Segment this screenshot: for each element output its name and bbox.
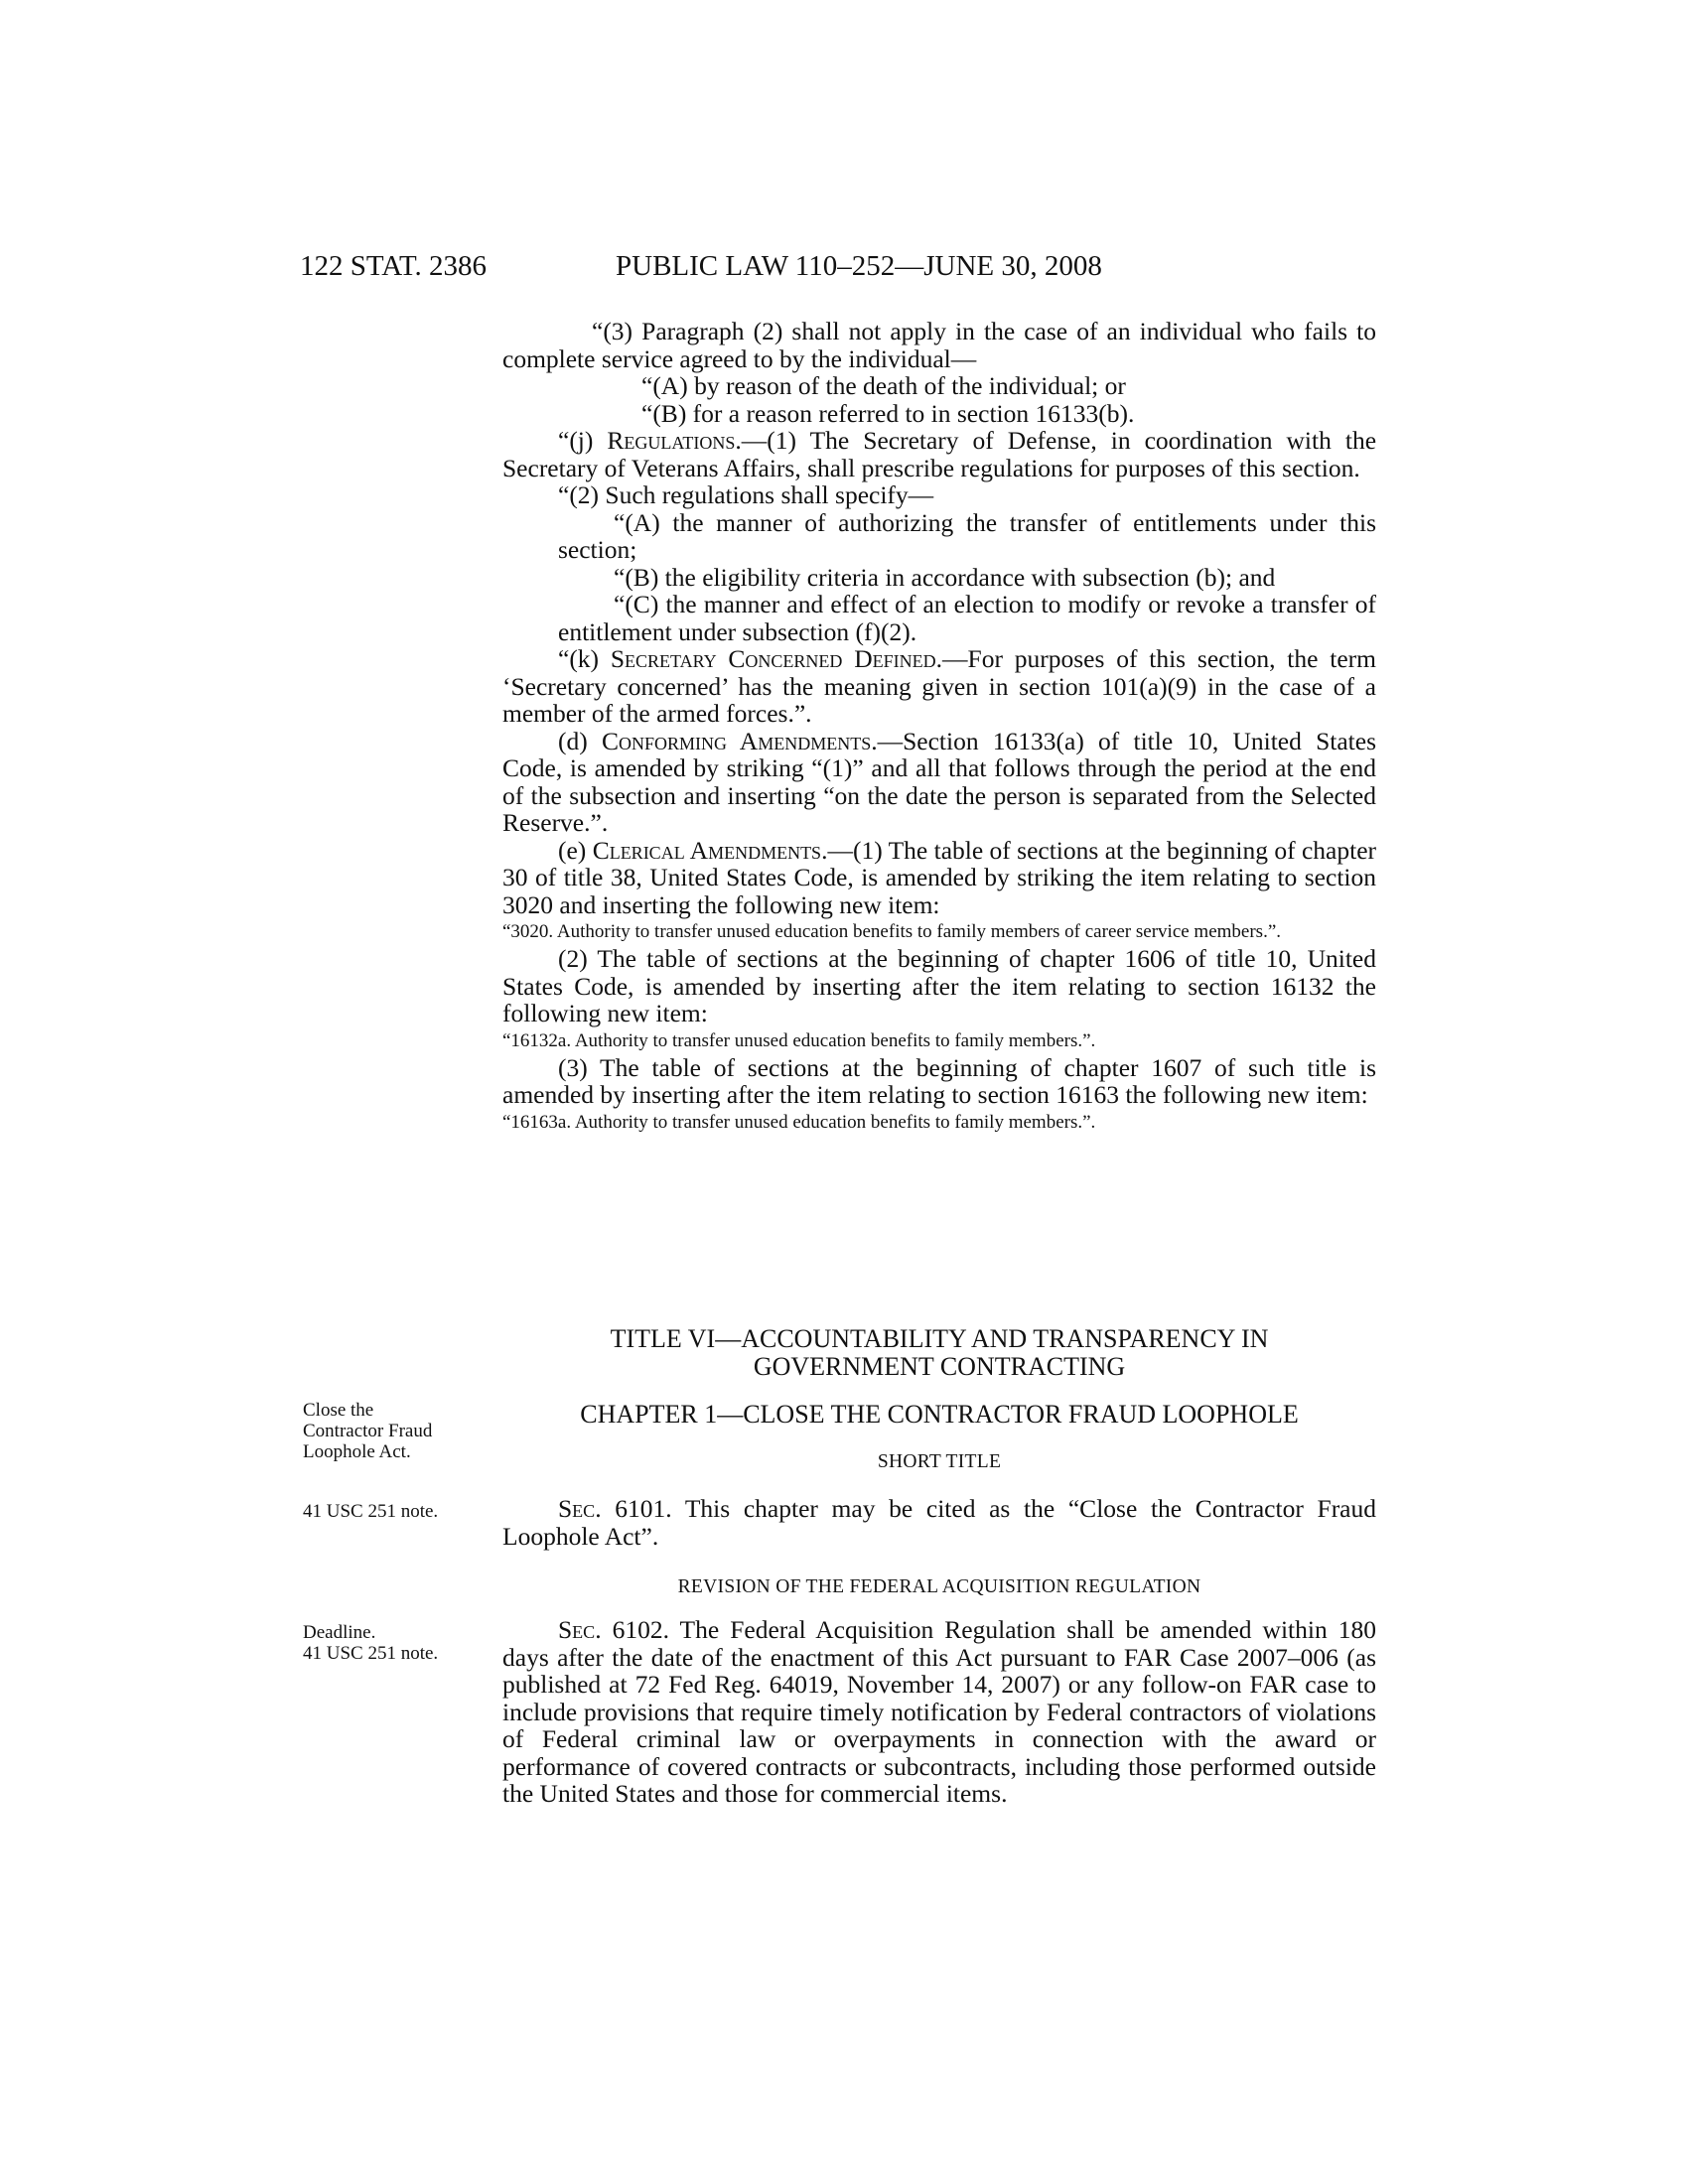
short-title-heading: SHORT TITLE bbox=[877, 1451, 1002, 1472]
paragraph-3 bbox=[502, 318, 1376, 372]
margin-note-deadline bbox=[303, 1622, 492, 1664]
paragraph-j2B-text: “(B) the eligibility criteria in accordance with subsection (b); and bbox=[614, 562, 1276, 592]
stat-page-number: 122 STAT. 2386 bbox=[300, 250, 488, 282]
margin-note-1-line-1: Close the bbox=[303, 1400, 374, 1421]
paragraph-j2A bbox=[502, 509, 1376, 564]
section-6101-label: Sec bbox=[558, 1494, 596, 1523]
subsection-k bbox=[502, 645, 1376, 728]
paragraph-j2C-text: “(C) the manner and effect of an election to modify or revoke a transfer of entitlement under subsection (f)(2). bbox=[558, 590, 1376, 646]
subsection-d-heading: Conforming Amendments bbox=[601, 726, 872, 755]
paragraph-e3-text: (3) The table of sections at the beginning of chapter 1607 of such title is amended by inserting after the item relating to section 16163 the following new item: bbox=[502, 1052, 1376, 1109]
public-law-citation: PUBLIC LAW 110–252—JUNE 30, 2008 bbox=[616, 250, 1102, 282]
table-item-3020: “3020. Authority to transfer unused education benefits to family members of career service members.”. bbox=[502, 921, 1282, 942]
subsection-k-lead: “(k) bbox=[558, 644, 611, 673]
paragraph-e3 bbox=[502, 1054, 1376, 1109]
subsection-e bbox=[502, 837, 1376, 919]
chapter-1-heading: CHAPTER 1—CLOSE THE CONTRACTOR FRAUD LOOPHOLE bbox=[580, 1400, 1299, 1429]
subsection-d-lead: (d) bbox=[558, 726, 602, 755]
margin-note-usc-1: 41 USC 251 note. bbox=[303, 1501, 439, 1522]
margin-note-short-title bbox=[303, 1400, 492, 1462]
section-6101 bbox=[502, 1495, 1376, 1550]
paragraph-3-text: “(3) Paragraph (2) shall not apply in the case of an individual who fails to complete service agreed to by the individual— bbox=[502, 317, 1376, 373]
section-6101-text: . 6101. This chapter may be cited as the “Close the Contractor Fraud Loophole Act”. bbox=[502, 1494, 1376, 1551]
subsection-e-heading: Clerical Amendments bbox=[592, 835, 822, 865]
title-vi-heading bbox=[502, 1325, 1376, 1381]
subsection-j-heading: Regulations bbox=[607, 426, 736, 455]
paragraph-j2C bbox=[502, 591, 1376, 645]
section-6102-text: . 6102. The Federal Acquisition Regulation shall be amended within 180 days after the date of the enactment of this Act pursuant to FAR Case 2007–006 (as published at 72 Fed Reg. 64019, November 14, 2007) or any follow-on FAR case to include provisions that require timely notification by Federal contractors of violations of Federal criminal law or overpayments in connection with the award or performance of covered contracts or subcontracts, including those performed outside the United States and those for commercial items. bbox=[502, 1615, 1376, 1808]
paragraph-3B-text: “(B) for a reason referred to in section 16133(b). bbox=[641, 398, 1135, 428]
title-vi-line-2: GOVERNMENT CONTRACTING bbox=[753, 1352, 1126, 1381]
margin-note-1-line-2: Contractor Fraud bbox=[303, 1421, 433, 1441]
subsection-j bbox=[502, 427, 1376, 481]
subsection-k-heading: Secretary Concerned Defined bbox=[610, 644, 936, 673]
running-header bbox=[0, 250, 1688, 290]
paragraph-3A-text: “(A) by reason of the death of the individual; or bbox=[641, 371, 1126, 400]
section-6102 bbox=[502, 1616, 1376, 1808]
paragraph-3B bbox=[502, 400, 1376, 428]
body-text bbox=[502, 318, 1376, 1136]
margin-note-1-line-3: Loophole Act. bbox=[303, 1441, 411, 1462]
subsection-e-lead: (e) bbox=[558, 835, 593, 865]
subsection-k-text: .—For purposes of this section, the term ‘Secretary concerned’ has the meaning given in section 101(a)(9) in the case of a member of the armed forces.”. bbox=[502, 644, 1376, 728]
paragraph-3A bbox=[502, 372, 1376, 400]
table-item-16163a: “16163a. Authority to transfer unused education benefits to family members.”. bbox=[502, 1111, 1096, 1133]
paragraph-j2A-text: “(A) the manner of authorizing the transfer of entitlements under this section; bbox=[558, 507, 1376, 564]
section-6102-label: Sec bbox=[558, 1615, 596, 1644]
subsection-j-text: .—(1) The Secretary of Defense, in coordination with the Secretary of Veterans Affairs, shall prescribe regulations for purposes of this section. bbox=[502, 426, 1377, 482]
paragraph-j2 bbox=[502, 481, 1376, 509]
subsection-j-lead: “(j) bbox=[558, 426, 608, 455]
paragraph-j2B bbox=[502, 564, 1376, 592]
paragraph-e2 bbox=[502, 945, 1376, 1027]
table-item-16132a: “16132a. Authority to transfer unused education benefits to family members.”. bbox=[502, 1029, 1096, 1051]
subsection-d bbox=[502, 728, 1376, 837]
revision-heading: REVISION OF THE FEDERAL ACQUISITION REGULATION bbox=[677, 1576, 1201, 1597]
margin-note-3-line-1: Deadline. bbox=[303, 1622, 376, 1643]
subsection-d-text: .—Section 16133(a) of title 10, United States Code, is amended by striking “(1)” and all that follows through the period at the end of the subsection and inserting “on the date the person is separated from the Selected Reserve.”. bbox=[502, 726, 1376, 837]
paragraph-j2-text: “(2) Such regulations shall specify— bbox=[558, 480, 934, 509]
title-vi-line-1: TITLE VI—ACCOUNTABILITY AND TRANSPARENCY IN bbox=[610, 1324, 1269, 1353]
subsection-e-text: .—(1) The table of sections at the beginning of chapter 30 of title 38, United States Code, is amended by striking the item relating to section 3020 and inserting the following new item: bbox=[502, 835, 1377, 919]
paragraph-e2-text: (2) The table of sections at the beginning of chapter 1606 of title 10, United States Code, is amended by inserting after the item relating to section 16132 the following new item: bbox=[502, 944, 1376, 1027]
margin-note-3-line-2: 41 USC 251 note. bbox=[303, 1643, 439, 1664]
